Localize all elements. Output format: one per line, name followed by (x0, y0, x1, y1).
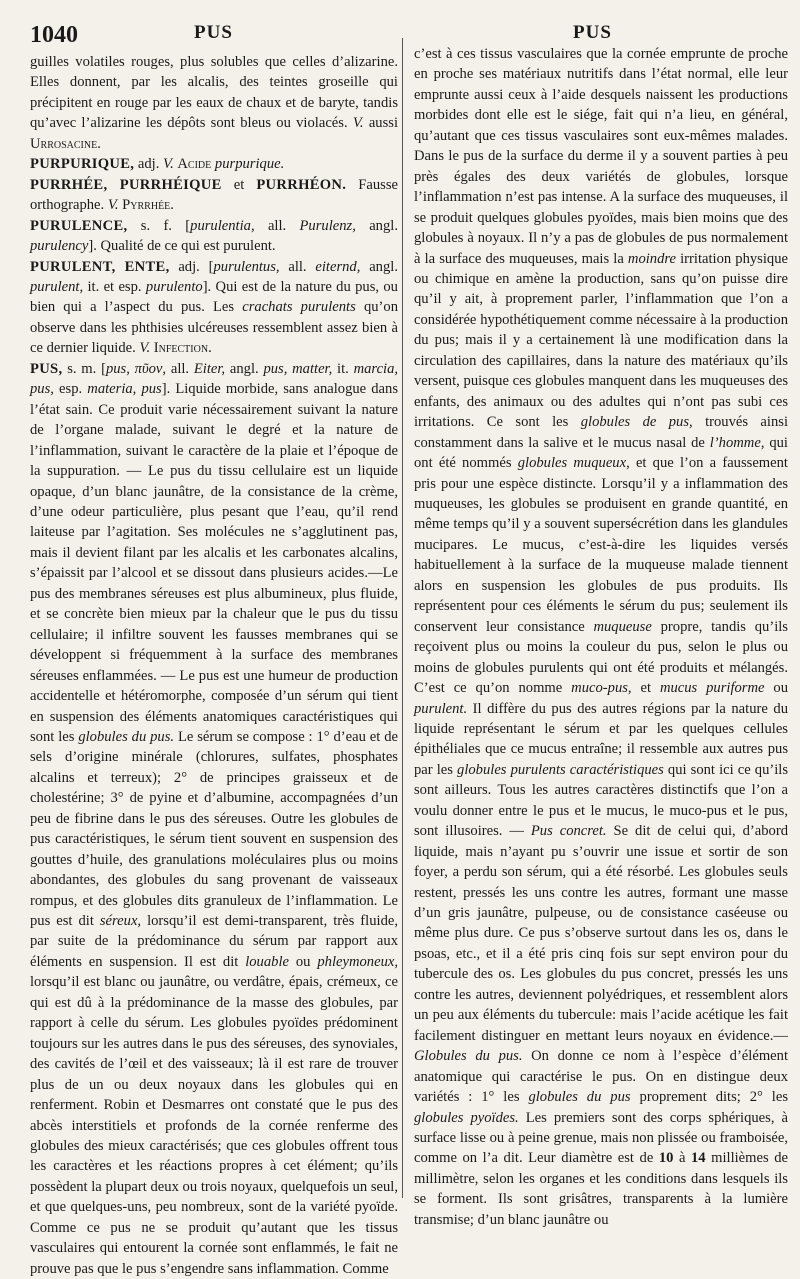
left-column (30, 52, 398, 1279)
entry-purulence: PURULENCE, s. f. [purulentia, all. Purulenz, angl. purulency]. Qualité de ce qui est purulent. (30, 217, 398, 255)
right-running-title: PUS (573, 22, 612, 43)
continued-paragraph-right: c’est à ces tissus vasculaires que la cornée emprunte de proche en proche ses matériaux nutritifs dans l’état normal, elle leur emprunte aussi ceux à l’aide desquels naissent les productions morbides dont elle est le siége, fait qui n’a lieu, en général, qu’autant que ces tissus vasculaires sont eux-mêmes malades. Dans le pus de la surface du derme il y a souvent parties à peu près égales des deux variétés de globules, lorsque l’inflammation n’est pas intense. A la surface des muqueuses, il se produit quelques globules pyoïdes, mais bien moins que des globules à noyaux. Il n’y a pas de globules de pus normalement à la surface des muqueuses, mais la moindre irritation physique ou chimique en amène la production, sans qu’on puisse dire qu’il y ait, à proprement parler, l’inflammation que l’on a considérée hypothétiquement comme nécessaire à la production du pus; mais il y a certainement là une modification dans la circulation des capillaires, dans la nature des matériaux qu’ils versent, puisque ces globules manquent dans les muqueuses des enfants, des animaux ou des adultes qui n’ont pas subi ces irritations. Ce sont les globules de pus, trouvés ainsi constamment dans la salive et le mucus nasal de l’homme, qui ont été nommés globules muqueux, et que l’on a faussement pris pour une espèce distincte. Lorsqu’il y a inflammation des muqueuses, les globules se produisent en grande quantité, en même temps qu’il y a souvent supersécrétion dans les glandules mucipares. Le mucus, c’est-à-dire les liquides versés habituellement à la surface de la muqueuse malade tiennent alors en suspension les globules de pus produits. Ils représentent pour ces éléments le sérum du pus; seulement ils conservent leur consistance muqueuse propre, tandis qu’ils reçoivent plus ou moins la couleur du pus, selon le plus ou moins de globules purulents qui ont été produits et mélangés. C’est ce qu’on nomme muco-pus, et mucus puriforme ou purulent. Il diffère du pus des autres régions par la nature du liquide représentant le sérum et par les quelques cellules épithéliales que ce mucus entraîne; il ressemble aux autres pus par les globules purulents caractéristiques qui sont ici ce qu’ils sont ailleurs. Tous les autres caractères distinctifs que l’on a voulu donner entre le pus et le mucus, le muco-pus et le pus, sont illusoires. — Pus concret. Se dit de celui qui, d’abord liquide, mais n’ayant pu s’ouvrir une issue et sortir de son foyer, a perdu son sérum, qui a été résorbé. Les globules seuls restent, pressés les uns contre les autres, formant une masse d’un gris jaunâtre, pulpeuse, ou de consistance caséeuse ou même plus dure. Ce pus s’observe surtout dans les os, dans le psoas, etc., et il a été pris cinq fois sur sept environ pour du tubercule des os. Les globules du pus concret, pressés les uns contre les autres, deviennent polyédriques, et ressemblent alors un peu aux éléments du tubercule: mais l’acide acétique les fait facilement distinguer en mettant leurs noyaux en évidence.—Globules du pus. On donne ce nom à l’espèce d’élément anatomique qui caractérise le pus. On en distingue deux variétés : 1° les globules du pus proprement dits; 2° les globules pyoïdes. Les premiers sont des corps sphériques, à surface lisse ou à peine grenue, mais non plissée ou framboisée, comme on l’a dit. Leur diamètre est de 10 à 14 millièmes de millimètre, selon les organes et les conditions dans lesquels ils se forment. Ils sont grisâtres, transparents à la lumière transmise; d’un blanc jaunâtre ou (414, 46, 789, 1228)
entry-purulent: PURULENT, ENTE, adj. [purulentus, all. eiternd, angl. purulent, it. et esp. purulento]. Qui est de la nature du pus, ou bien qui a l’aspect du pus. Les crachats purulents qu’on observe dans les phthisies ulcéreuses ressemblent assez bien à ce dernier liquide. V. Infection. (30, 258, 399, 357)
continued-paragraph: guilles volatiles rouges, plus solubles que celles d’alizarine. Elles donnent, par les alcalis, des teintes groseille qui précipitent en rouge par les eaux de chaux et de baryte, tandis qu’avec l’alizarine les dépôts sont bleus ou violacés. V. aussi Urrosacine. (30, 54, 399, 152)
left-running-title: PUS (194, 22, 233, 43)
entry-purpurique: PURPURIQUE, adj. V. Acide purpurique. (30, 156, 285, 173)
column-divider (402, 38, 403, 1198)
entry-pus: PUS, s. m. [pus, πῦον, all. Eiter, angl. pus, matter, it. marcia, pus, esp. materia, pus]. Liquide morbide, sans analogue dans l’état sain. Ce produit varie nécessairement suivant la nature de l’organe malade, suivant le degré et la nature de l’inflammation, suivant le caractère de la plaie et l’époque de la suppuration. — Le pus du tissu cellulaire est un liquide opaque, d’un blanc jaunâtre, de la consistance de la crème, d’une odeur particulière, plus pesant que l’eau, qu’il rend laiteuse par l’agitation. Ses molécules ne s’agglutinent pas, mais il devient filant par les alcalis et les carbonates alcalins, s’épaissit par l’alcool et se dissout dans plusieurs acides.—Le pus des membranes séreuses est plus albumineux, plus fluide, et se concrète bien mieux par la chaleur que le pus du tissu cellulaire; il infiltre souvent les fausses membranes qui se développent si fréquemment à la surface des membranes séreuses enflammées. — Le pus est une humeur de production accidentelle et hétéromorphe, composée d’un sérum qui tient en suspension des éléments anatomiques caractéristiques qui sont les globules du pus. Le sérum se compose : 1° d’eau et de sels d’origine minérale (chlorures, sulfates, phosphates alcalins et terreux); 2° de principes graisseux et de cholestérine; 3° de pyine et d’albumine, accompagnées d’un peu de fibrine dans le pus des séreuses. Outre les globules de pus caractéristiques, le sérum tient souvent en suspension des gouttes d’huile, des granulations moléculaires plus ou moins abondantes, des globules du sang provenant de vaisseaux rompus, et des globules dits granuleux de l’inflammation. Le pus est dit séreux, lorsqu’il est demi-transparent, très fluide, par suite de la prédominance du sérum par rapport aux éléments en suspension. Il est dit louable ou phleymoneux, lorsqu’il est blanc ou jaunâtre, ou verdâtre, épais, crémeux, ce qui est dû à la prédominance de la masse des globules, par rapport à celle du sérum. Les globules pyoïdes prédominent toujours sur les autres dans le pus des séreuses, des synoviales, des cavités de l’œil et des vaisseaux; là il est rare de trouver plus de un ou deux noyaux dans les globules qui en renferment. Robin et Desmarres ont constaté que le pus des abcès interstitiels et profonds de la cornée renferme des globules des mieux caractérisés; que ces globules offrent tous les caractères et les réactions propres à cet élément; qu’ils possèdent la plupart deux ou trois noyaux, quelquefois un seul, et que quelques-uns, peu nombreux, sont de la variété pyoïde. Comme ce pus ne se produit qu’autant que les tissus vasculaires qui entourent la cornée sont enflammés, le fait ne prouve pas que le pus s’engendre sans inflammation. Comme (30, 360, 399, 1277)
page-number: 1040 (30, 22, 78, 48)
right-column (414, 44, 788, 1230)
entry-purrhee: PURRHÉE, PURRHÉIQUE et PURRHÉON. Fausse orthographe. V. Pyrrhée. (30, 176, 398, 214)
